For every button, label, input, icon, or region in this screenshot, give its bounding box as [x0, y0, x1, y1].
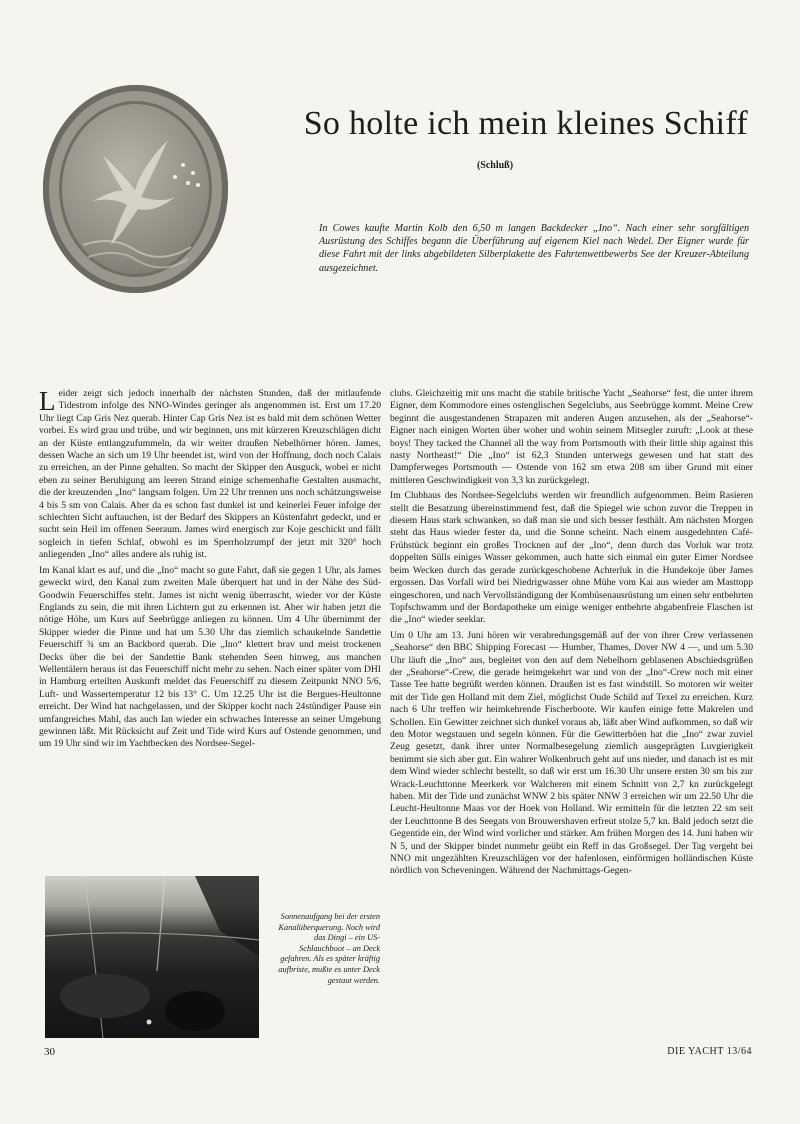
drop-cap: L	[39, 388, 56, 416]
publication-footer: DIE YACHT 13/64	[667, 1046, 752, 1057]
paragraph: Im Kanal klart es auf, und die „Ino“ macht so gute Fahrt, daß sie gegen 1 Uhr, als James geweckt wird, den Kanal zum zweiten Male überquert hat und in der Nähe des Süd-Goodwin Feuerschiffes steht. James ist nicht wenig überrascht, wieder vor der Küste Englands zu sein, die mit ihren Lichtern gut zu erkennen ist. Aber wir haben jetzt die nötige Höhe, um Kurs auf Seebrügge anliegen zu können. Um 4 Uhr übernimmt der Skipper wieder die Pinne und hat um 5.30 Uhr das ziemlich schaukelnde Sandettie Feuerschiff ¾ sm an Backbord querab. Die „Ino“ klettert brav und meist trockenen Decks über die bei der Sandettie Bank stehenden Seen hinweg, aus manchen Wellentälern heraus ist das Feuerschiff nicht mehr zu sehen. Nach einer später vom DHI in Hamburg erteilten Auskunft meldet das Feuerschiff zu diesem Zeitpunkt NNO 5/6, Luft- und Wassertemperatur 12 bis 13° C. Um 12.25 Uhr ist die Bergues-Heultonne erreicht. Der Wind hat nachgelassen, und der Skipper kocht nach 24stündiger Pause ein umfangreiches Mahl, das auch Ian wieder ein schwaches Interesse an seiner Umgebung gewinnen läßt. Mit Rücksicht auf Zeit und Tide wird Kurs auf Ostende genommen, und um 19 Uhr sind wir im Yachtbecken des Nordsee-Segel-	[39, 564, 381, 750]
photo-caption: Sonnenaufgang bei der ersten Kanalüberquerung. Noch wird das Dingi – ein US-Schlauchboot – an Deck gefahren. Als es später kräftig aufbriste, mußte es unter Deck gestaut werden.	[278, 912, 380, 985]
silver-plaque-medal	[43, 85, 228, 293]
article-column-2	[390, 388, 753, 1036]
article-subtitle: (Schluß)	[476, 160, 514, 171]
seagull-medal-icon	[43, 85, 228, 293]
page-number: 30	[44, 1046, 55, 1058]
paragraph: eider zeigt sich jedoch innerhalb der nächsten Stunden, daß der mitlaufende Tidestrom infolge des NNO-Windes geringer als angenommen ist. Erst um 17.20 Uhr liegt Cap Gris Nez querab. Hinter Cap Gris Nez ist es bald mit dem schönen Wetter vorbei. Es wird grau und trübe, und wir beginnen, uns mit kürzeren Kreuzschlägen dicht an der Küste entlangzufummeln, da wir weiter draußen Nebelhörner hören. James, dessen Wache an sich um 19 Uhr beendet ist, wird von der Hoffnung, doch noch Calais zu erreichen, an der Pinne gehalten. So macht der Skipper den Ausguck, wobei er nicht eben zu seiner Beruhigung am leeren Strand einige schemenhafte Gestalten ausmacht, die der kreuzenden „Ino“ langsam folgen. Um 22 Uhr trennen uns noch schätzungsweise 4 bis 5 sm von Calais. Aber da es schon fast dunkel ist und keinerlei Feuer infolge der schlechten Sicht auftauchen, ist der Bedarf des Skippers an Küstenfahrt gedeckt, und er sucht sein Heil im offenen Seeraum. James wird energisch zur Koje geschickt und fällt sogleich in tiefen Schlaf, obwohl es im Sperrholzrumpf der jetzt mit 320° hoch anliegenden „Ino“ alles andere als ruhig ist.	[39, 388, 381, 561]
sunrise-deck-photo	[45, 876, 259, 1038]
article-intro: In Cowes kaufte Martin Kolb den 6,50 m langen Backdecker „Ino“. Nach einer sehr sorgfältigen Ausrüstung des Schiffes begann die Überführung auf eigenem Kiel nach Wedel. Der Eigner wurde für diese Fahrt mit der links abgebildeten Silberplakette des Fahrtenwettbewerbs See der Kreuzer-Abteilung ausgezeichnet.	[319, 223, 749, 274]
article-column-1	[39, 388, 381, 863]
article-title: So holte ich mein kleines Schiff	[303, 105, 748, 142]
sailboat-deck-photo-icon	[45, 876, 259, 1038]
paragraph: clubs. Gleichzeitig mit uns macht die stabile britische Yacht „Seahorse“ fest, die unter ihrem Eigner, dem Kommodore eines ostenglischen Segelclubs, aus Seebrügge kommt. Meine Crew beginnt die ausgestandenen Strapazen mit anderen Augen anzusehen, als der „Seahorse“-Eigner nach einigen Worten über woher und wohin seinem Mitsegler zuruft: „Look at these boys! They tacked the Channel all the way from Portsmouth with their little ship against this nasty Northeast!“ Die „Ino“ ist 62,3 Stunden unterwegs gewesen und hat statt des Dampferweges Portsmouth — Ostende von 162 sm etwa 208 sm über Grund mit einer mittleren Geschwindigkeit von 3,3 kn zurückgelegt.	[390, 388, 753, 486]
paragraph: Um 0 Uhr am 13. Juni hören wir verabredungsgemäß auf der von ihrer Crew verlassenen „Seahorse“ den BBC Shipping Forecast — Humber, Thames, Dover NW 4 —, und um 5.30 Uhr läuft die „Ino“ aus, begleitet von den auf dem Nebelhorn geblasenen Abschiedsgrüßen der „Seahorse“-Crew, die gerade heimgekehrt war und von der „Ino“-Crew noch mit einer Tasse Tee hatte begrüßt werden können. Draußen ist es fast windstill. So motoren wir weiter mit der Tide gen Holland mit dem Ziel, möglichst Oude Schild auf Texel zu erreichen. Kurz nach 6 Uhr treffen wir heimkehrende Fischerboote. Wir kaufen einige fette Makrelen und Schollen. Ein Gewitter zeichnet sich dunkel voraus ab, läßt aber Wind aufkommen, so daß wir den Motor wegstauen und segeln können. Für die Gewitterböen hat die „Ino“ zwar zuviel Zeug gesetzt, dank ihrer unter Normalbesegelung ziemlich ausgeprägten Luvgierigkeit benimmt sie sich aber gut. Ein wahrer Wolkenbruch geht auf uns nieder, und danach ist es mit dem Wind wieder schlecht bestellt, so daß wir erst um 16.30 Uhr unsere ersten 30 sm bis zur Wrack-Leuchttonne Meerkerk vor Walcheren mit einem Schnitt von 2,7 kn zurückgelegt haben. Mit der Tide und zunächst WNW 2 bis später NNW 3 erreichen wir um 22.50 Uhr die Leucht-Heultonne Maas vor der Hoek von Holland. Wir ermitteln für die letzten 22 sm seit der Leuchttonne B des Seegats von Brouwershaven erfreut stolze 5,7 kn. Bald jedoch setzt die Gegentide ein, der Wind wird vorlicher und stärker. Am frühen Morgen des 14. Juni haben wir N 5, und der Skipper bindet nunmehr geübt ein Reff in das Großsegel. Der Tag vergeht bei NNO mit ungezählten Kreuzschlägen vor der hafenlosen, einförmigen holländischen Küste nördlich von Scheveningen. Während der Nachmittags-Gegen-	[390, 629, 753, 877]
paragraph: Im Clubhaus des Nordsee-Segelclubs werden wir freundlich aufgenommen. Beim Rasieren stellt die Besatzung übereinstimmend fest, daß die Spiegel wie schon zuvor die Treppen in diesem Haus stark schwanken, so daß man sie und sich besser festhält. Am nächsten Morgen steht das Haus wieder fester da, und die Sonne scheint. Nach einem ausgedehnten Café-Frühstück beginnt ein großes Trocknen auf der „Ino“, denn durch das Vorluk war trotz doppelten Sülls einiges Wasser gekommen, auch hatte sich einmal ein guter Eimer Nordsee beim Wecken durch das gerade zurückgeschobene Achterluk in die Hundekoje über James ergossen. Das Vorfall wird bei Niedrigwasser ohne Mühe vom Kai aus wieder am Masttopp eingeschoren, und nach Vervollständigung der Kombüsenausrüstung um einen sehr entbehrten Topfschwamm und der Bordapotheke um einige weniger entbehrte abgabenfreie Flaschen ist die „Ino“ wieder seeklar.	[390, 490, 753, 626]
